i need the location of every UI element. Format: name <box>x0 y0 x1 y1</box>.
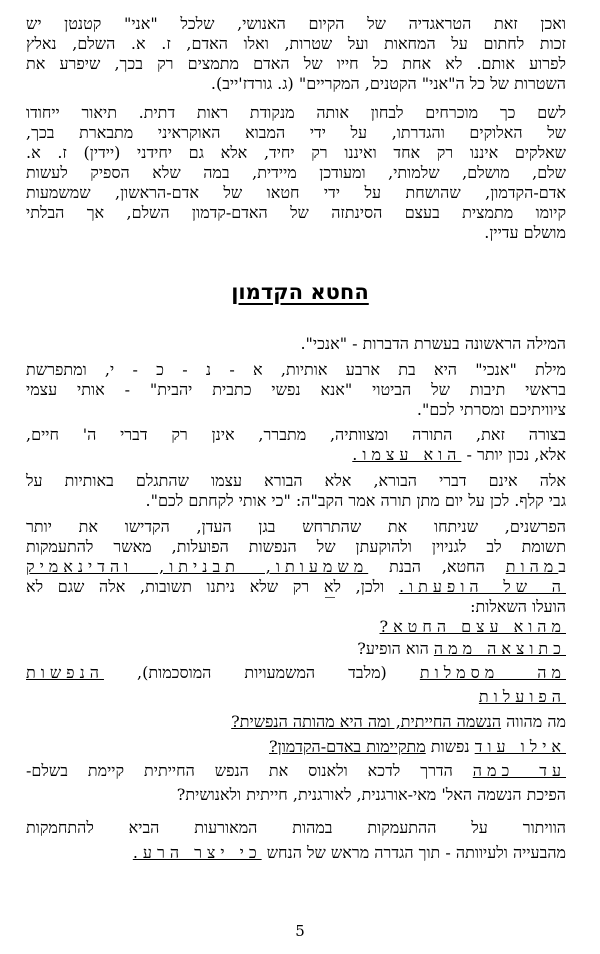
text-fragment: ולכן, לא רק שלא ניתנו תשובות, אלה שגם לא <box>26 577 399 596</box>
paragraph-8-line-1: הוויתור על ההתעמקות במהות המאורעות הביא להתחמקות <box>26 818 566 837</box>
underlined-phrase: הוא עצמו. <box>352 445 462 464</box>
underlined-phrase: מתקיימות באדם-הקדמון? <box>269 737 426 756</box>
text-fragment: הוא הופיע? <box>357 639 434 658</box>
paragraph-2-line-5: אדם-הקדמון, שהושחת על ידי חטאו של אדם-הראשון, שמשמעות <box>26 183 566 202</box>
text-fragment: נפשות <box>425 737 475 756</box>
paragraph-7-line-2: תשומת לב לגניוין ולהוקעתן של הנפשות הפועלות, מאשר להתעמקות <box>26 537 566 556</box>
paragraph-2-line-1: לשם כך מוכרחים לבחון אותה מנקודת ראות דתית. תיאור ייחודו <box>26 103 566 122</box>
paragraph-4-line-3: ציוויתיכם ומסרתי לכם". <box>416 400 566 419</box>
paragraph-1-line-4: השטרות של כל ה"אני" הקטנים, המקריים" (ג. גורדז'ייב). <box>210 74 566 93</box>
stray-mark <box>325 597 335 598</box>
text-fragment: החטא, הבנת <box>368 557 506 576</box>
underlined-phrase: מה מסמלות <box>419 663 566 682</box>
question-4 <box>26 712 566 732</box>
section-title: החטא הקדמון <box>231 280 369 304</box>
question-3-line-2 <box>26 687 566 707</box>
underlined-phrase: הנפשות <box>26 663 104 682</box>
paragraph-6-line-1: אלה אינם דברי הבורא, אלא הבורא עצמו שהתגלם באותיות על <box>26 471 566 490</box>
paragraph-2-line-2: של האלוקים והגדרתו, על ידי המבוא האוקראיני מתבארת בכך, <box>26 123 566 142</box>
text-fragment: (מלבד המשמעויות המוסכמות), <box>103 663 420 682</box>
paragraph-3: המילה הראשונה בעשרת הדברות - "אנכי". <box>300 334 566 353</box>
paragraph-7-line-4 <box>26 577 566 597</box>
paragraph-1-line-2: זכות לחתום על המחאות ועל שטרות, ואלו האדם, ז. א. השלם, נאלץ <box>26 34 566 53</box>
underlined-phrase: כתוצאה ממה <box>433 639 566 658</box>
question-6-line-2: הפיכת הנשמה האל' מאי-אורגנית, לאורגנית, חייתית ולאנושית? <box>176 785 566 804</box>
paragraph-1-line-1: ואכן זאת הטראגדיה של הקיום האנושי, שלכל "אני" קטנטן יש <box>26 14 566 33</box>
text-fragment: מהבעייה ולעיוותה - תוך הגדרה מראש של הנחש <box>261 843 566 862</box>
text-fragment: מה מהווה <box>501 712 566 731</box>
paragraph-8-line-2 <box>26 843 566 863</box>
underlined-phrase: הפועלות <box>478 687 566 706</box>
question-6 <box>26 761 566 781</box>
page-number: 5 <box>295 922 305 940</box>
underlined-phrase: מהות <box>505 557 559 576</box>
paragraph-5-line-2 <box>26 445 566 465</box>
paragraph-6-line-2: גבי קלף. לכן על יום מתן תורה אמר הקב"ה: "כי אותי לקחתם לכם". <box>145 491 566 510</box>
underlined-phrase: מהוא עצם החטא? <box>379 617 566 636</box>
paragraph-2-line-6: קיומו מתמצית בעצם הסינתזה של האדם-קדמון השלם, אך הבלתי <box>26 203 566 222</box>
underlined-phrase: אילו עוד <box>474 737 566 756</box>
paragraph-7-line-3 <box>26 557 566 577</box>
underlined-phrase: ה של הופעתו. <box>398 577 566 596</box>
paragraph-4-line-1: מילת "אנכי" היא בת ארבע אותיות, א - נ - כ - י, ומתפרשת <box>26 360 566 379</box>
underlined-phrase: משמעותו, תבניתו, והדינאמיק <box>26 557 369 576</box>
paragraph-7-line-1: הפרשנים, שניתחו את שהתרחש בגן העדן, הקדישו את יותר <box>26 517 566 536</box>
paragraph-2-line-4: שלם, מושלם, שלמותי, ומעודכן מיידית, במה שלא הספיק לעשות <box>26 163 566 182</box>
text-fragment: הדרך לדכא ולאנוס את הנפש החייתית קיימת בשלם- <box>26 761 473 780</box>
paragraph-4-line-2: בראשי תיבות של הביטוי "אנא נפשי כתבית יהבית" - אותי עצמי <box>26 380 566 399</box>
question-1 <box>26 617 566 637</box>
paragraph-2-line-7: מושלם עדיין. <box>484 223 566 242</box>
paragraph-2-line-3: שאלקים איננו רק אחד ואיננו רק יחיד, אלא גם יחידני (יידין) ז. א. <box>26 143 566 162</box>
paragraph-5-line-1: בצורה זאת, התורה ומצוותיה, מתברר, אינן רק דברי ה' חיים, <box>26 425 566 444</box>
text-fragment: ב <box>558 557 566 576</box>
question-2 <box>26 639 566 659</box>
paragraph-5-text: אלא, נכון יותר - <box>461 445 566 464</box>
paragraph-7-line-5: הועלו השאלות: <box>470 597 566 616</box>
underlined-phrase: כי יצר הרע. <box>132 843 262 862</box>
question-5 <box>26 737 566 757</box>
underlined-phrase: עד כמה <box>472 761 566 780</box>
question-3 <box>26 663 566 683</box>
paragraph-1-line-3: לפרוע אותם. לא אחת כל חייו של האדם מתמצים רק בכך, שיפרע את <box>26 54 566 73</box>
underlined-phrase: הנשמה החייתית, ומה היא מהותה הנפשית? <box>231 712 502 731</box>
